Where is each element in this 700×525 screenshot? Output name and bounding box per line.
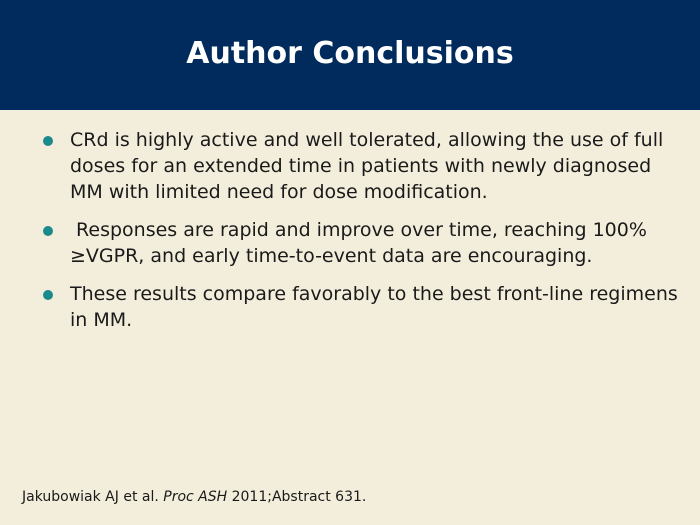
slide-title: Author Conclusions — [186, 36, 514, 71]
citation-authors: Jakubowiak AJ et al. — [22, 489, 164, 505]
bullet-text: CRd is highly active and well tolerated, allowing the use of full doses for an extended time in patients with newly diagnosed MM with limited need for dose modification. — [70, 129, 664, 203]
bullet-item — [42, 217, 682, 269]
citation — [22, 487, 366, 507]
citation-details: 2011;Abstract 631. — [227, 489, 367, 505]
bullet-dot-icon — [43, 290, 53, 300]
bullet-item — [42, 127, 682, 205]
bullet-dot-icon — [43, 226, 53, 236]
header-bar — [0, 0, 700, 110]
bullet-item — [42, 281, 682, 333]
citation-journal: Proc ASH — [163, 489, 228, 505]
bullet-dot-icon — [43, 136, 53, 146]
bullet-text: These results compare favorably to the best front-line regimens in MM. — [70, 283, 678, 331]
bullet-text: Responses are rapid and improve over time, reaching 100% ≥VGPR, and early time-to-event data are encouraging. — [70, 219, 647, 267]
bullet-list — [42, 127, 682, 345]
